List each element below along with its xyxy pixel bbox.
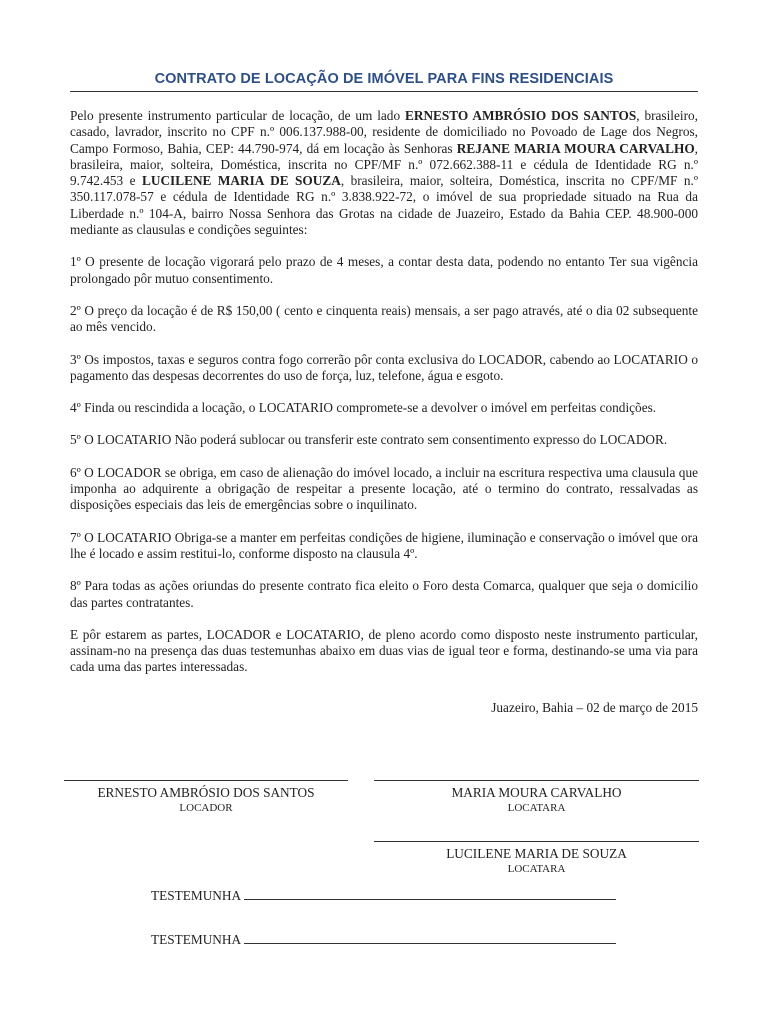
document-title: CONTRATO DE LOCAÇÃO DE IMÓVEL PARA FINS RESIDENCIAIS	[154, 71, 614, 87]
signer-role: LOCATARA	[507, 863, 566, 875]
signer-name: ERNESTO AMBRÓSIO DOS SANTOS	[97, 785, 315, 800]
place-date: Juazeiro, Bahia – 02 de março de 2015	[491, 700, 698, 715]
intro-text-1: Pelo presente instrumento particular de locação, de um lado	[70, 108, 405, 123]
clause-7: 7º O LOCATARIO Obriga-se a manter em perfeitas condições de higiene, iluminação e conservação o imóvel que ora lhe é locado e assim restitui-lo, conforme disposto na clausula 4º.	[70, 529, 698, 561]
intro-text-4: , brasileira, maior, solteira, Doméstica, inscrita no CPF/MF n.º 350.117.078-57 e cédula de Identidade RG n.º 3.838.922-72, o imóvel de sua propriedade situado na Rua da Liberdade n.º 104-A, bairro Nossa Senhora das Grotas na cidade de Juazeiro, Estado da Bahia CEP. 48.900-000 mediante as clausulas e condições seguintes:	[70, 173, 698, 238]
locataria-1-name: REJANE MARIA MOURA CARVALHO	[456, 140, 695, 156]
signature-line	[64, 780, 348, 781]
intro-paragraph	[70, 108, 698, 238]
signature-locataria-1	[374, 780, 699, 814]
intro-text-2: , brasileiro, casado, lavrador, inscrito no CPF n.º 006.137.988-00, residente de domiciliado no Povoado de Lage dos Negros, Campo Formoso, Bahia, CEP: 44.790-974, dá em locação às Senhoras	[70, 108, 698, 156]
witness-1	[151, 888, 616, 904]
signature-line	[374, 780, 699, 781]
clause-2: 2º O preço da locação é de R$ 150,00 ( cento e cinquenta reais) mensais, a ser pago através, até o dia 02 subsequente ao mês vencido.	[70, 302, 698, 335]
signer-name: LUCILENE MARIA DE SOUZA	[446, 846, 627, 861]
intro-text-3: , brasileira, maior, solteira, Doméstica, inscrita no CPF/MF n.º 072.662.388-11 e cédula de Identidade RG n.º 9.742.453 e	[70, 140, 698, 189]
clause-4: 4º Finda ou rescindida a locação, o LOCATARIO compromete-se a devolver o imóvel em perfeitas condições.	[70, 400, 657, 416]
closing-paragraph: E pôr estarem as partes, LOCADOR e LOCATARIO, de pleno acordo como disposto neste instrumento particular, assinam-no na presença das duas testemunhas abaixo em duas vias de igual teor e forma, destinando-se uma via para cada uma das partes interessadas.	[70, 626, 698, 675]
signature-locataria-2	[374, 841, 699, 875]
witness-signature-line	[244, 932, 616, 944]
locataria-2-name: LUCILENE MARIA DE SOUZA	[141, 173, 341, 189]
signer-name: MARIA MOURA CARVALHO	[451, 785, 622, 800]
title-underline	[70, 91, 698, 92]
signer-role: LOCADOR	[179, 802, 233, 814]
signature-line	[374, 841, 699, 842]
locador-name: ERNESTO AMBRÓSIO DOS SANTOS	[404, 108, 637, 123]
clause-8: 8º Para todas as ações oriundas do presente contrato fica eleito o Foro desta Comarca, qualquer que seja o domicilio das partes contratantes.	[70, 578, 698, 610]
clause-3: 3º Os impostos, taxas e seguros contra fogo correrão pôr conta exclusiva do LOCADOR, cabendo ao LOCATARIO o pagamento das despesas decorrentes do uso de força, luz, telefone, água e esgoto.	[70, 351, 698, 383]
witness-label: TESTEMUNHA	[151, 888, 242, 903]
signature-locador	[64, 780, 348, 814]
witness-2	[151, 932, 616, 948]
clause-6: 6º O LOCADOR se obriga, em caso de alienação do imóvel locado, a incluir na escritura respectiva uma clausula que imponha ao adquirente a obrigação de respeitar a presente locação, até o termino do contrato, ressalvadas as disposições especiais das leis de emergências sobre o inquilinato.	[70, 464, 698, 513]
witness-signature-line	[244, 888, 616, 900]
contract-body	[70, 108, 698, 692]
signer-role: LOCATARA	[507, 802, 566, 814]
clause-1: 1º O presente de locação vigorará pelo prazo de 4 meses, a contar desta data, podendo no entanto Ter sua vigência prolongado pôr mutuo consentimento.	[70, 254, 698, 286]
witness-label: TESTEMUNHA	[151, 932, 242, 947]
clause-5: 5º O LOCATARIO Não poderá sublocar ou transferir este contrato sem consentimento expresso do LOCADOR.	[70, 432, 668, 448]
